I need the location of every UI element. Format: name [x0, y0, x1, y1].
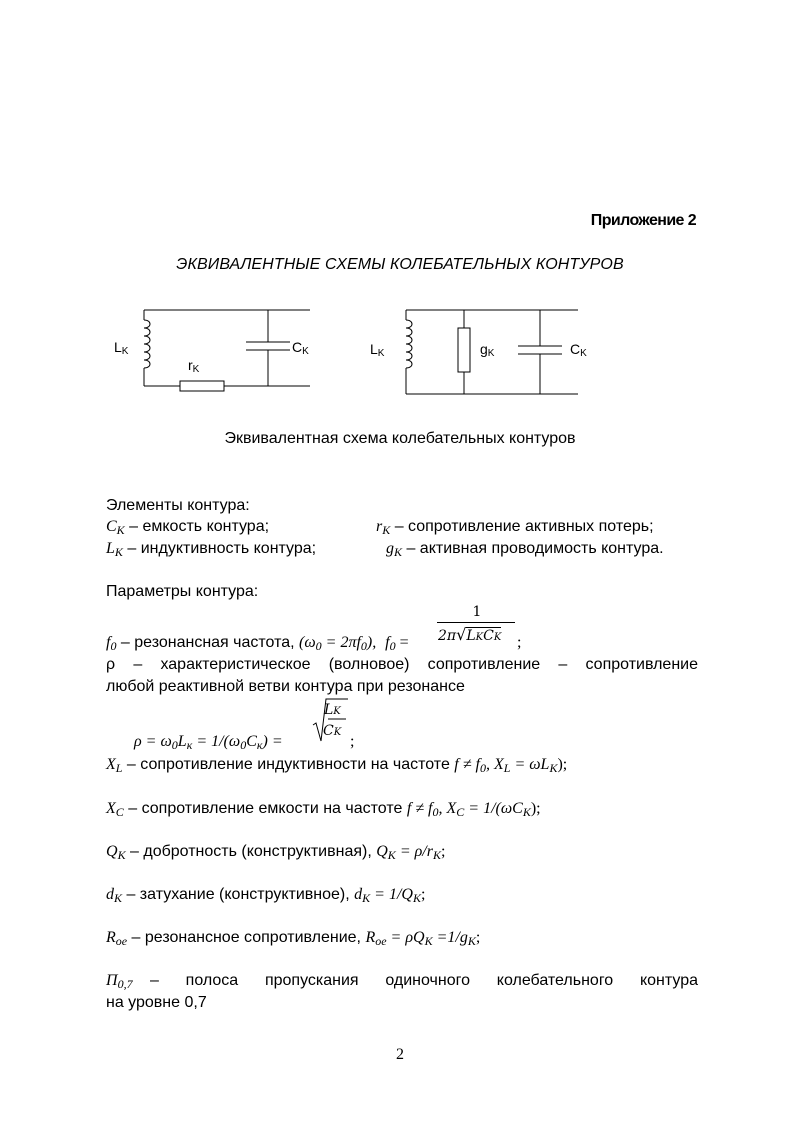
- c-element: $C_K$ – емкость контура;: [106, 518, 270, 537]
- xl-line: $X_L$ – сопротивление индуктивности на частоте $f \ne f_0$, $X_L = \omega L_K$);: [106, 756, 568, 775]
- page-title: ЭКВИВАЛЕНТНЫЕ СХЕМЫ КОЛЕБАТЕЛЬНЫХ КОНТУРОВ: [176, 256, 624, 273]
- rho-line-1: ρ – характеристическое (волновое) сопротивление – сопротивление: [106, 656, 698, 673]
- appendix-label: Приложение 2: [590, 212, 696, 229]
- g-element: $g_K$ – активная проводимость контура.: [386, 540, 664, 559]
- elements-row-2: [106, 540, 706, 562]
- q-line: $Q_K$ – добротность (конструктивная), $Q_K = \rho/r_K$;: [106, 843, 446, 862]
- right-inductor-label: LK: [370, 341, 385, 359]
- r-line: $R_{oe}$ – резонансное сопротивление, $R_{oe} = \rho Q_K =1/g_K$;: [106, 929, 481, 948]
- r-element: $r_K$ – сопротивление активных потерь;: [376, 518, 654, 537]
- page-number: 2: [396, 1046, 404, 1063]
- f0-fraction-denominator: 2π√LKCK: [438, 625, 502, 644]
- rho-line-2: любой реактивной ветви контура при резонансе: [106, 678, 465, 695]
- right-conductance-label: gK: [480, 341, 495, 359]
- circuit-svg: [100, 298, 600, 408]
- bandwidth-line-2: на уровне 0,7: [106, 994, 207, 1011]
- figure-caption: Эквивалентная схема колебательных контуров: [224, 430, 576, 447]
- rho-fraction-numerator: LK: [324, 702, 341, 718]
- bandwidth-line-1: [106, 972, 698, 994]
- f0-fraction-bar: [437, 622, 515, 623]
- params-heading: Параметры контура:: [106, 583, 259, 600]
- left-inductor-label: LK: [114, 339, 129, 357]
- right-capacitor-label: CK: [570, 341, 587, 359]
- d-line: $d_K$ – затухание (конструктивное), $d_K = 1/Q_K$;: [106, 886, 426, 905]
- bandwidth-symbol: $П_{0,7}$: [106, 972, 133, 991]
- f0-end: ;: [517, 634, 522, 651]
- left-capacitor-label: CK: [292, 339, 309, 357]
- rho-end: ;: [350, 733, 355, 750]
- left-resistor-label: rK: [188, 357, 200, 375]
- l-element: $L_K$ – индуктивность контура;: [106, 540, 317, 559]
- bandwidth-text: – полоса пропускания одиночного колебательного контура: [150, 972, 698, 989]
- rho-formula: $\rho = \omega_0L_к = 1/(\omega_0C_к)$ =: [134, 733, 283, 752]
- elements-heading: Элементы контура:: [106, 497, 250, 514]
- rho-fraction-denominator: CK: [323, 723, 342, 739]
- circuit-diagrams: [100, 298, 600, 413]
- elements-row-1: [106, 518, 706, 540]
- f0-fraction-numerator: 1: [472, 604, 482, 620]
- xc-line: $X_C$ – сопротивление емкости на частоте $f \ne f_0$, $X_C = 1/(\omega C_K)$;: [106, 800, 541, 819]
- f0-line: $f_0$ – резонансная частота, $(\omega_0 = 2\pi f_0)$, $f_0$ =: [106, 634, 409, 653]
